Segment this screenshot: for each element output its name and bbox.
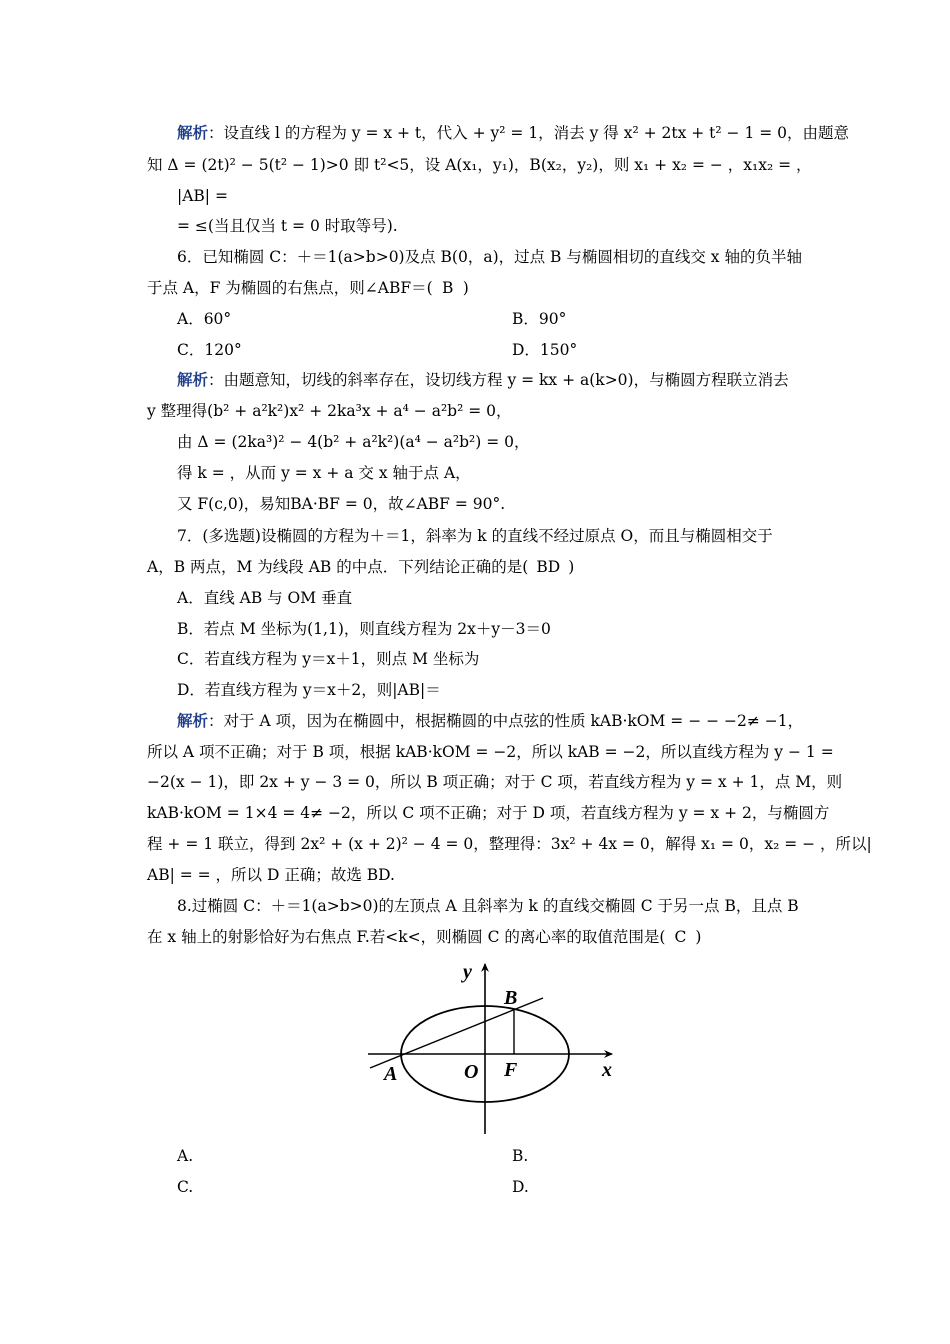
q6-solution-line-4: 得 k = ，从而 y = x + a 交 x 轴于点 A， — [177, 464, 471, 482]
q7-solution-line-2: 所以 A 项不正确；对于 B 项，根据 kAB·kOM = −2，所以 kAB = −2，所以直线方程为 y − 1 = — [147, 743, 834, 761]
q7-solution-line-1 — [177, 711, 837, 731]
q6-stem-text-2: 于点 A，F 为椭圆的右焦点，则∠ABF＝( — [147, 279, 433, 297]
q7-option-b: B．若点 M 坐标为(1,1)，则直线方程为 2x＋y－3＝0 — [177, 620, 551, 638]
q6-option-d: D．150° — [512, 341, 578, 359]
q7-close-paren: ) — [568, 558, 575, 576]
label-a: A — [384, 1063, 398, 1085]
q8-option-a: A. — [177, 1147, 194, 1165]
q6-option-c: C．120° — [177, 341, 242, 359]
q8-close-paren: ) — [695, 928, 702, 946]
q6-solution-line-1 — [177, 370, 837, 390]
label-b: B — [504, 987, 518, 1009]
q8-option-b: B. — [512, 1147, 529, 1165]
q6-close-paren: ) — [462, 279, 469, 297]
q7-option-d: D．若直线方程为 y＝x＋2，则|AB|＝ — [177, 681, 441, 699]
q8-option-d: D. — [512, 1178, 529, 1196]
q8-stem-line-1: 8.过椭圆 C：＋＝1(a>b>0)的左顶点 A 且斜率为 k 的直线交椭圆 C 于另一点 B，且点 B — [177, 897, 799, 915]
q7-option-a: A．直线 AB 与 OM 垂直 — [177, 589, 353, 607]
q7-solution-line-3: −2(x − 1)，即 2x + y − 3 = 0，所以 B 项正确；对于 C 项，若直线方程为 y = x + 1，点 M，则 — [147, 773, 843, 791]
q5-solution-line-1 — [177, 123, 850, 143]
q5-solution-line-3: |AB| = — [177, 187, 228, 205]
q6-stem-line-2 — [147, 278, 807, 298]
q6-solution-line-5: 又 F(c,0)，易知BA·BF = 0，故∠ABF = 90°. — [177, 495, 506, 513]
q8-stem-line-2 — [147, 927, 807, 947]
q6-solution-line-2: y 整理得(b² + a²k²)x² + 2ka³x + a⁴ − a²b² = 0， — [147, 402, 512, 420]
q5-solution-line-4: = ≤(当且仅当 t = 0 时取等号). — [177, 217, 398, 235]
q7-solution-line-4: kAB·kOM = 1×4 = 4≠ −2，所以 C 项不正确；对于 D 项，若直线方程为 y = x + 2，与椭圆方 — [147, 804, 830, 822]
q7-stem-text-2: A，B 两点，M 为线段 AB 的中点．下列结论正确的是( — [147, 558, 529, 576]
q5-solution-text-1: ：设直线 l 的方程为 y = x + t，代入 + y² = 1，消去 y 得 x² + 2tx + t² − 1 = 0，由题意 — [208, 124, 850, 142]
q6-option-b: B．90° — [512, 310, 567, 328]
analysis-label: 解析 — [177, 124, 209, 142]
label-x: x — [602, 1059, 612, 1081]
analysis-label: 解析 — [177, 371, 209, 389]
q7-stem-line-2 — [147, 557, 807, 577]
q7-solution-text-1: ：对于 A 项，因为在椭圆中，根据椭圆的中点弦的性质 kAB·kOM = − − −2≠ −1， — [208, 712, 804, 730]
q6-solution-line-3: 由 Δ = (2ka³)² − 4(b² + a²k²)(a⁴ − a²b²) = 0， — [177, 433, 530, 451]
q6-solution-text-1: ：由题意知，切线的斜率存在，设切线方程 y = kx + a(k>0)，与椭圆方程联立消去 — [208, 371, 789, 389]
q7-solution-line-6: AB| = = ，所以 D 正确；故选 BD. — [147, 866, 395, 884]
label-f: F — [504, 1059, 518, 1081]
q7-option-c: C．若直线方程为 y＝x＋1，则点 M 坐标为 — [177, 650, 480, 668]
q6-option-a: A．60° — [177, 310, 232, 328]
label-o: O — [464, 1061, 479, 1083]
analysis-label: 解析 — [177, 712, 209, 730]
q6-stem-line-1: 6．已知椭圆 C：＋＝1(a>b>0)及点 B(0，a)，过点 B 与椭圆相切的直线交 x 轴的负半轴 — [177, 248, 802, 266]
q8-answer: C — [674, 928, 687, 946]
q6-answer: B — [441, 279, 454, 297]
q7-stem-line-1: 7．(多选题)设椭圆的方程为＋＝1，斜率为 k 的直线不经过原点 O，而且与椭圆相交于 — [177, 527, 773, 545]
q7-solution-line-5: 程 + = 1 联立，得到 2x² + (x + 2)² − 4 = 0，整理得：3x² + 4x = 0，解得 x₁ = 0，x₂ = − ，所以| — [147, 835, 872, 853]
q8-option-c: C. — [177, 1178, 194, 1196]
q7-answer: BD — [536, 558, 561, 576]
ellipse-figure — [360, 958, 620, 1138]
q5-solution-line-2: 知 Δ = (2t)² − 5(t² − 1)>0 即 t²<5，设 A(x₁，y₁)，B(x₂，y₂)，则 x₁ + x₂ = − ，x₁x₂ = ， — [147, 156, 812, 174]
q8-stem-text-2: 在 x 轴上的射影恰好为右焦点 F.若<k<，则椭圆 C 的离心率的取值范围是( — [147, 928, 666, 946]
label-y: y — [463, 961, 472, 983]
